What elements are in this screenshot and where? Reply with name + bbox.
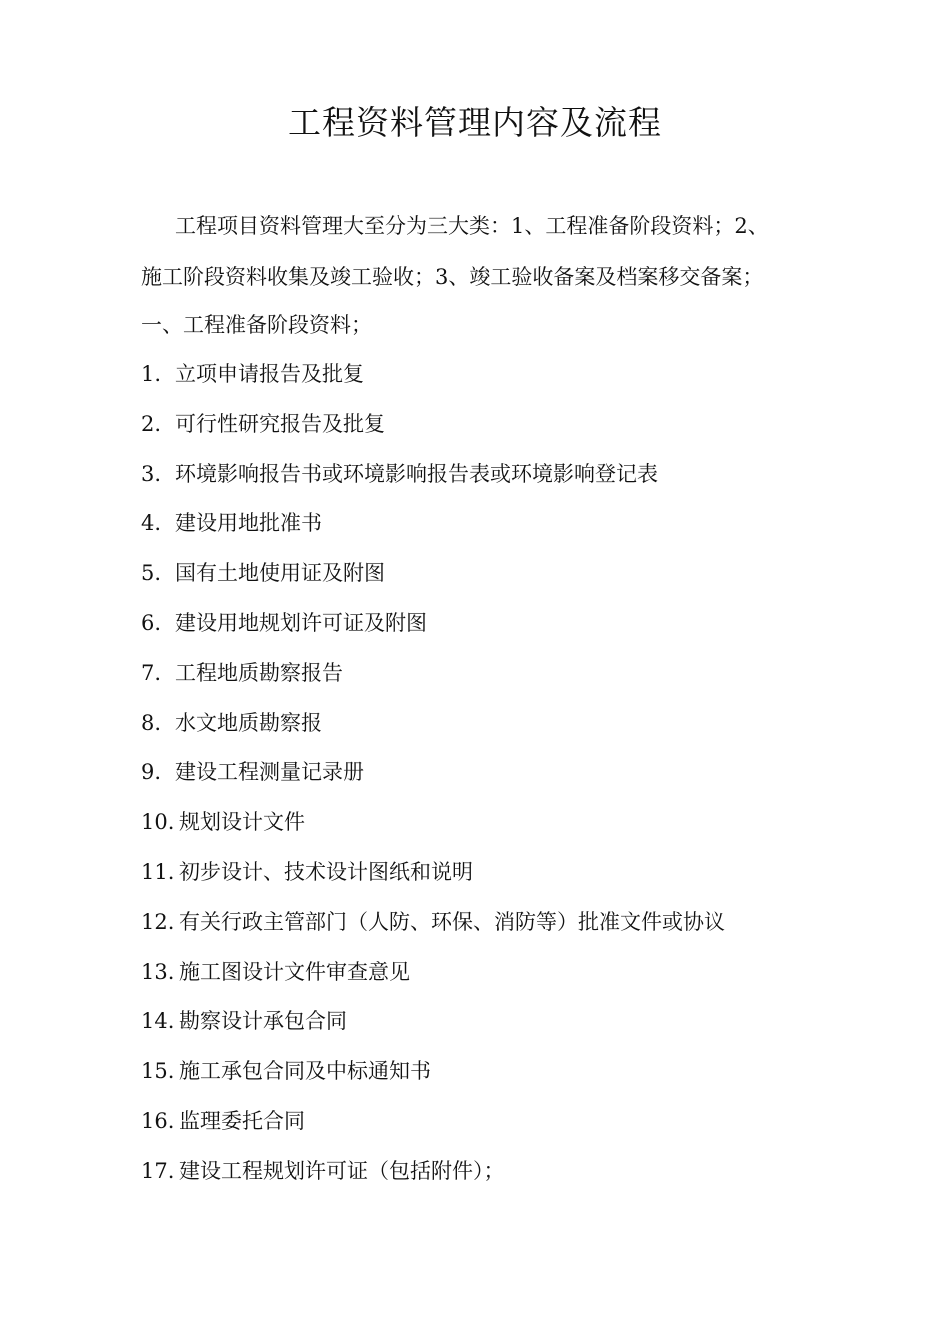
list-item xyxy=(141,807,725,857)
list-item-text: 环境影响报告书或环境影响报告表或环境影响登记表 xyxy=(175,461,658,486)
list-item xyxy=(141,608,725,658)
list-item-text: 初步设计、技术设计图纸和说明 xyxy=(179,859,473,884)
list-item-text: 建设用地批准书 xyxy=(175,511,322,536)
list-item xyxy=(141,907,725,957)
list-item-text: 勘察设计承包合同 xyxy=(179,1009,347,1034)
list-item-text: 有关行政主管部门（人防、环保、消防等）批准文件或协议 xyxy=(179,909,725,934)
list-item-number: 6. xyxy=(141,610,162,635)
list-item-number: 4. xyxy=(141,511,162,536)
list-item xyxy=(141,658,725,708)
list-item-number: 1. xyxy=(141,362,162,386)
list-item-text: 工程地质勘察报告 xyxy=(175,660,343,685)
list-item xyxy=(141,1156,725,1206)
list-item-number: 8. xyxy=(141,710,162,735)
list-item xyxy=(141,359,725,409)
list-item-text: 可行性研究报告及批复 xyxy=(175,411,385,436)
list-item-text: 建设工程规划许可证（包括附件）； xyxy=(179,1158,505,1183)
list-item-text: 水文地质勘察报 xyxy=(175,710,322,735)
list-item xyxy=(141,1106,725,1156)
document-list xyxy=(141,359,725,1206)
list-item xyxy=(141,409,725,459)
list-item-number: 17. xyxy=(141,1158,175,1183)
list-item-number: 10. xyxy=(141,810,175,835)
list-item-number: 13. xyxy=(141,959,175,984)
list-item-text: 施工承包合同及中标通知书 xyxy=(179,1059,431,1084)
list-item xyxy=(141,857,725,907)
list-item-number: 7. xyxy=(141,660,162,685)
list-item xyxy=(141,508,725,558)
list-item-number: 2. xyxy=(141,411,162,436)
list-item xyxy=(141,1056,725,1106)
list-item-number: 11. xyxy=(141,859,175,884)
list-item xyxy=(141,558,725,608)
list-item-number: 14. xyxy=(141,1009,175,1034)
list-item-text: 规划设计文件 xyxy=(179,810,305,835)
list-item xyxy=(141,708,725,758)
list-item-text: 建设工程测量记录册 xyxy=(175,760,364,785)
list-item-text: 立项申请报告及批复 xyxy=(175,362,364,386)
list-item-number: 15. xyxy=(141,1059,175,1084)
list-item xyxy=(141,459,725,509)
list-item-number: 12. xyxy=(141,909,175,934)
list-item-text: 建设用地规划许可证及附图 xyxy=(175,610,427,635)
list-item-text: 施工图设计文件审查意见 xyxy=(179,959,410,984)
intro-paragraph-line-2: 施工阶段资料收集及竣工验收；3、竣工验收备案及档案移交备案； xyxy=(141,265,764,289)
intro-paragraph-line-1: 工程项目资料管理大至分为三大类：1、工程准备阶段资料；2、 xyxy=(175,214,769,238)
document-title: 工程资料管理内容及流程 xyxy=(288,103,662,142)
list-item xyxy=(141,757,725,807)
list-item-number: 3. xyxy=(141,461,162,486)
list-item-text: 国有土地使用证及附图 xyxy=(175,561,385,586)
list-item-number: 9. xyxy=(141,760,162,785)
list-item-number: 5. xyxy=(141,561,162,586)
list-item-text: 监理委托合同 xyxy=(179,1108,305,1133)
list-item-number: 16. xyxy=(141,1108,175,1133)
section-heading: 一、工程准备阶段资料； xyxy=(141,313,372,337)
list-item xyxy=(141,1006,725,1056)
list-item xyxy=(141,957,725,1007)
